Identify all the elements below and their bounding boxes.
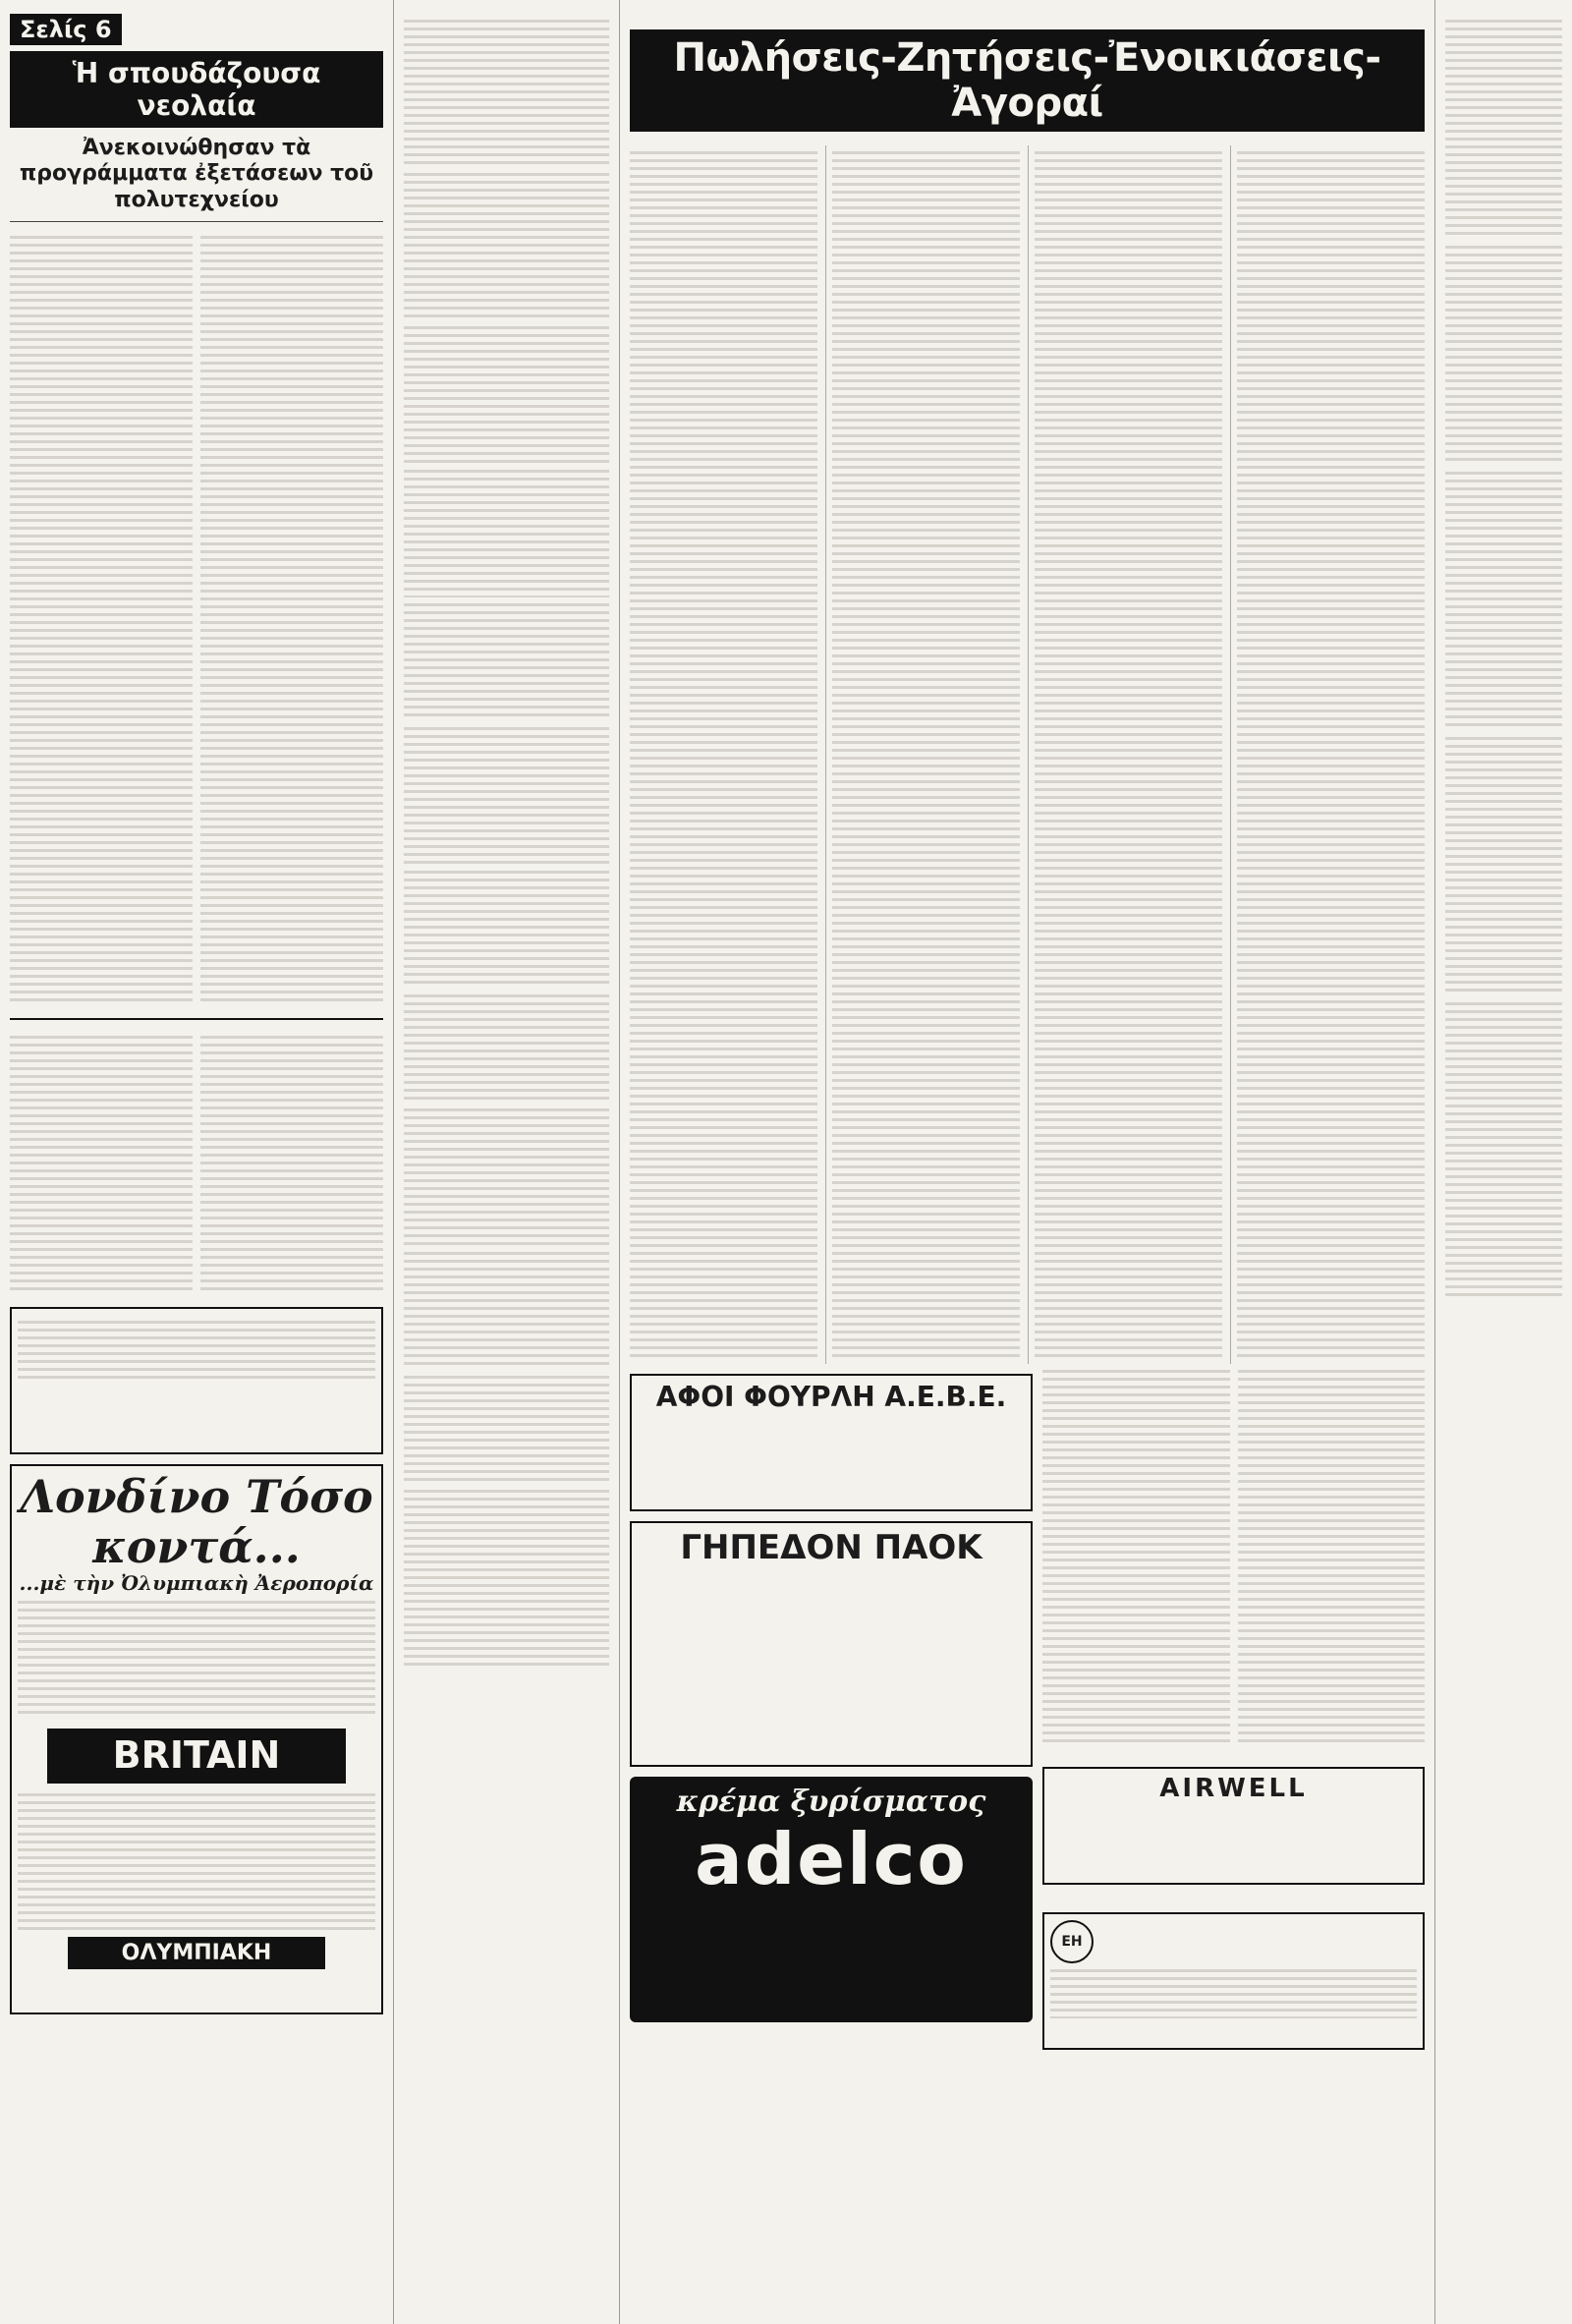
article-body [404,470,609,597]
dei-logo: ΕΗ [1050,1920,1094,1963]
advertisement-adelco [630,1777,1033,2022]
ad-subtitle: ...μὲ τὴν Ὀλυμπιακὴ Ἀεροπορία [19,1571,374,1596]
edge-article [1445,472,1562,727]
edge-article [1445,20,1562,236]
article-body [1445,1002,1562,1297]
ad-body [18,1321,375,1380]
classified-entries [1238,1370,1426,1743]
ad-body [18,1601,375,1719]
article-body [404,1108,609,1246]
edge-article [1445,1002,1562,1297]
ad-brand: adelco [695,1818,968,1900]
edge-article [1445,246,1562,462]
article-body [404,994,609,1103]
edge-article [1445,737,1562,992]
classifieds-grid [630,145,1425,1364]
article-body [404,1252,609,1370]
article-body [404,1376,609,1484]
lower-ad-area [630,1364,1425,2060]
divider [10,221,383,222]
article-body [404,603,609,721]
article-body [10,236,193,1002]
advertisement-electric [1042,1912,1425,2050]
divider [10,1018,383,1020]
article-body [1445,737,1562,992]
advertisement-fourli [630,1374,1033,1511]
article-body [404,20,609,167]
article-body [404,1490,609,1667]
ad-form [18,1793,375,1931]
lower-right-top [1042,1364,1425,1749]
article-columns [10,230,383,1008]
classifieds-column-1 [630,145,817,1364]
lower-right-area [1042,1364,1425,2060]
lower-left-ads [630,1364,1033,2060]
middle-column [393,0,619,2324]
left-column [0,0,393,2324]
article-body [10,1036,193,1291]
ad-header [1050,1920,1417,1963]
article-body [1445,472,1562,727]
advertisement [10,1307,383,1454]
classifieds-column [619,0,1434,2324]
article-body [200,1036,383,1291]
classified-entries [832,151,1020,1360]
classifieds-column-4 [1230,145,1425,1364]
classified-entries [1237,151,1425,1360]
ad-brand: AIRWELL [1159,1774,1308,1803]
classified-entries [1042,1370,1230,1743]
section-banner: Ἡ σπουδάζουσα νεολαία [10,51,383,128]
article-body [404,326,609,464]
classified-entries [630,151,817,1360]
advertisement-airwell [1042,1767,1425,1885]
advertisement [10,1464,383,2014]
classified-entries [1035,151,1222,1360]
ad-title: κρέμα ξυρίσματος [676,1785,986,1819]
ad-title: Λονδίνο Τόσο κοντά... [20,1470,373,1573]
article-body [1445,20,1562,236]
page-number-tag: Σελίς 6 [10,14,122,45]
main-headline: Ἀνεκοινώθησαν τὰ προγράμματα ἐξετάσεων τοῦ πολυτεχνείου [19,136,374,212]
classifieds-column-2 [825,145,1020,1364]
ad-brand: BRITAIN [47,1729,345,1784]
advertisement-paok [630,1521,1033,1767]
ad-title: ΑΦΟΙ ΦΟΥΡΛΗ Α.Ε.Β.Ε. [655,1381,1007,1413]
classifieds-banner: Πωλήσεις-Ζητήσεις-Ἐνοικιάσεις-Ἀγοραί [630,29,1425,132]
article-body [404,727,609,865]
ad-airline: ΟΛΥΜΠΙΑΚΗ [68,1937,326,1969]
article-body [200,236,383,1002]
article-body [1445,246,1562,462]
edge-column [1434,0,1572,2324]
article-columns [10,1030,383,1297]
ad-title: ΓΗΠΕΔΟΝ ΠΑΟΚ [680,1528,982,1567]
article-body [404,871,609,989]
article-body [404,173,609,320]
ad-body [1050,1969,1417,2018]
classifieds-column-3 [1028,145,1222,1364]
